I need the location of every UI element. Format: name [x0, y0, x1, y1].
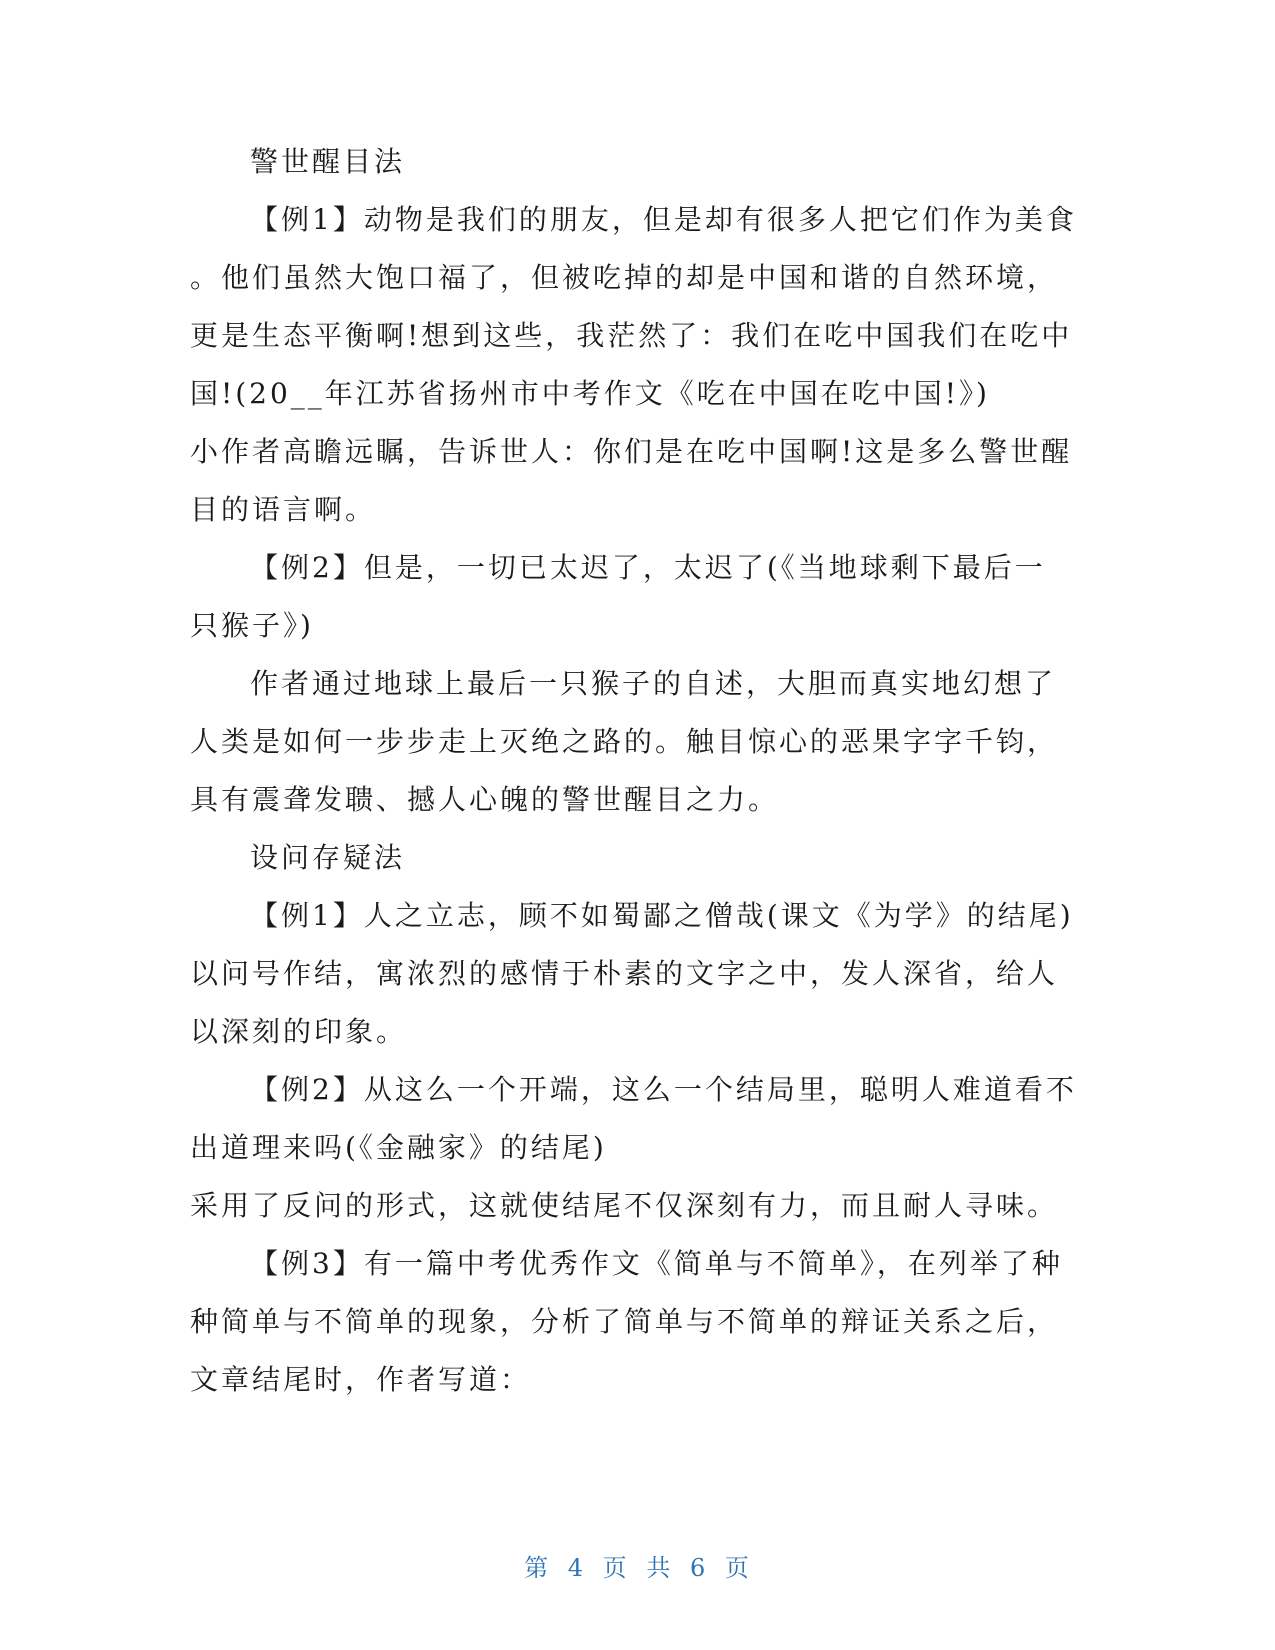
section-heading-jingshi: 警世醒目法 — [250, 145, 406, 178]
footer-prefix: 第 — [524, 1554, 551, 1582]
text-line: 具有震聋发聩、撼人心魄的警世醒目之力。 — [190, 783, 780, 816]
text-line: 种简单与不简单的现象，分析了简单与不简单的辩证关系之后， — [190, 1305, 1059, 1338]
text-line: 。他们虽然大饱口福了，但被吃掉的却是中国和谐的自然环境， — [190, 261, 1059, 294]
text-line: 更是生态平衡啊!想到这些，我茫然了：我们在吃中国我们在吃中 — [190, 319, 1073, 352]
text-line: 【例1】人之立志，顾不如蜀鄙之僧哉(课文《为学》的结尾) — [250, 899, 1074, 932]
footer-suffix: 页 — [724, 1554, 751, 1582]
text-line: 人类是如何一步步走上灭绝之路的。触目惊心的恶果字字千钧， — [190, 725, 1059, 758]
page-footer — [0, 1548, 1275, 1583]
footer-total-pages: 6 — [689, 1554, 708, 1582]
text-line: 【例3】有一篇中考优秀作文《简单与不简单》，在列举了种 — [250, 1247, 1063, 1280]
text-line: 小作者高瞻远瞩，告诉世人：你们是在吃中国啊!这是多么警世醒 — [190, 435, 1073, 468]
text-line: 作者通过地球上最后一只猴子的自述，大胆而真实地幻想了 — [250, 667, 1057, 700]
text-line: 只猴子》) — [190, 609, 314, 642]
section-heading-shewen: 设问存疑法 — [250, 841, 406, 874]
text-line: 【例2】从这么一个开端，这么一个结局里，聪明人难道看不 — [250, 1073, 1077, 1106]
footer-mid2: 共 — [646, 1554, 673, 1582]
text-line: 【例2】但是，一切已太迟了，太迟了(《当地球剩下最后一 — [250, 551, 1046, 584]
text-line: 采用了反问的形式，这就使结尾不仅深刻有力，而且耐人寻味。 — [190, 1189, 1059, 1222]
text-line: 【例1】动物是我们的朋友，但是却有很多人把它们作为美食 — [250, 203, 1077, 236]
footer-page-number: 4 — [567, 1554, 586, 1582]
text-line: 文章结尾时，作者写道： — [190, 1363, 532, 1396]
text-line: 以问号作结，寓浓烈的感情于朴素的文字之中，发人深省，给人 — [190, 957, 1059, 990]
text-line: 以深刻的印象。 — [190, 1015, 408, 1048]
text-line: 目的语言啊。 — [190, 493, 377, 526]
text-line: 国!(20__年江苏省扬州市中考作文《吃在中国在吃中国!》) — [190, 377, 990, 410]
footer-mid1: 页 — [602, 1554, 629, 1582]
text-line: 出道理来吗(《金融家》的结尾) — [190, 1131, 607, 1164]
